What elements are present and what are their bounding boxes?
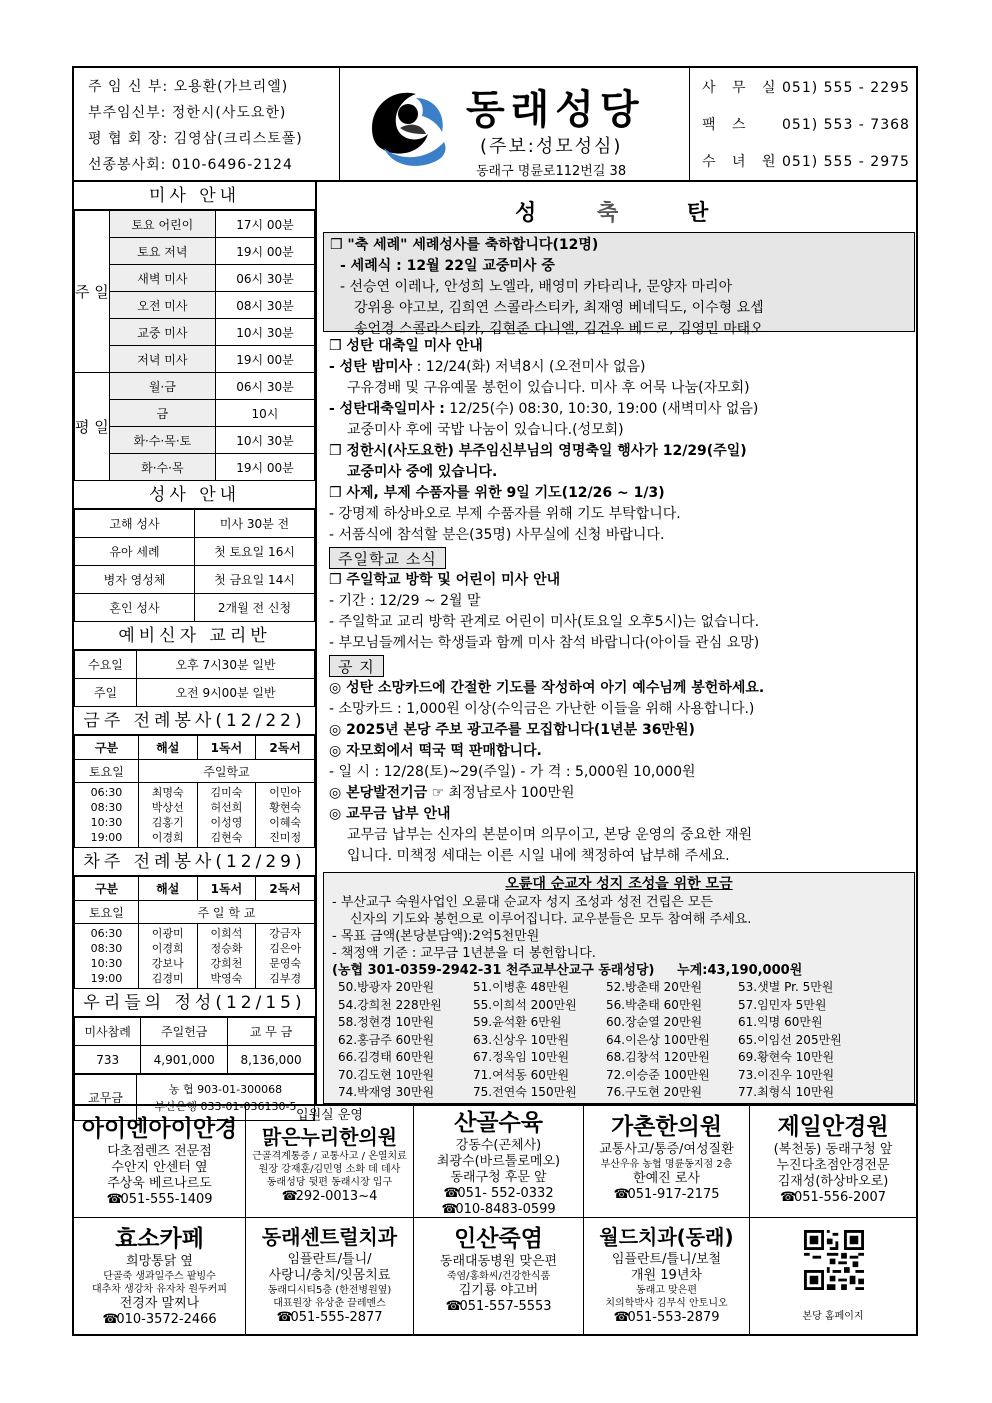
liturgy-this-title: 금주 전례봉사(12/22) bbox=[74, 707, 315, 735]
bulletin-page bbox=[72, 66, 918, 1336]
left-column bbox=[74, 182, 317, 1113]
ad-central-dental: 동래센트럴치과 임플란트/틀니/ 사랑니/충치/잇몸치료 동래디시티5층 (한전병원옆) 대표원장 유상춘 끌레멘스 ☎051-555-2877 bbox=[246, 1218, 414, 1336]
mass-schedule-table: 주 일 토요 어린이 17시 00분 토요 저녁 19시 00분 새벽 미사 06시 30분 오전 미사 08시 30분 교중 미사 10시 30분 저녁 미사 19시 00분 평 일 월·금 06시 30분 금 10시 화·수·목·토 10시 30분 화·수·목 19시 00분 bbox=[74, 210, 315, 481]
liturgy-next-title: 차주 전례봉사(12/29) bbox=[74, 848, 315, 876]
header bbox=[74, 68, 916, 182]
bulletin-name: (주보:성모성심) bbox=[480, 136, 623, 157]
phone-icon: ☎ bbox=[276, 1310, 293, 1325]
qr-code-icon[interactable] bbox=[804, 1230, 864, 1290]
pastor: 주 임 신 부: 오용환(가브리엘) bbox=[88, 79, 289, 95]
catechumen-title: 예비신자 교리반 bbox=[74, 622, 315, 650]
catechumen-table: 수요일 오후 7시30분 일반 주일 오전 9시00분 일반 bbox=[74, 650, 315, 707]
notice-tag: 공 지 bbox=[329, 655, 384, 677]
sacraments-title: 성사 안내 bbox=[74, 481, 315, 509]
ad-world-dental: 월드치과(동래) 임플란트/틀니/보철 개원 19년차 동래고 맞은편 치의학박사 김무식 안토니오 ☎051-553-2879 bbox=[584, 1218, 750, 1336]
contact-office: 사 무 실051) 555 - 2295 bbox=[702, 80, 910, 96]
advertisements bbox=[74, 1104, 916, 1334]
ad-insan-jukyeom: 인산죽염 동래대동병원 맞은편 죽염/홍화씨/건강한식품 김기룡 야고버 ☎051-557-5553 bbox=[414, 1218, 584, 1336]
phone-icon: ☎ bbox=[613, 1310, 630, 1325]
ad-hyoso-cafe: 효소카페 희망통닭 옆 단골죽 생과일주스 팥빙수 대추차 생강차 유자차 원두커피 전경자 말찌나 ☎010-3572-2466 bbox=[74, 1218, 246, 1336]
phone-icon: ☎ bbox=[443, 1186, 460, 1201]
clergy-info bbox=[74, 68, 340, 182]
contact-fax: 팩 스 051) 553 - 7368 bbox=[702, 117, 910, 133]
phone-icon: ☎ bbox=[441, 1202, 458, 1217]
phone-icon: ☎ bbox=[445, 1299, 462, 1314]
weekday-label: 평 일 bbox=[75, 373, 110, 481]
church-title-block bbox=[340, 68, 690, 182]
notices-body: ❒ 성탄 대축일 미사 안내 - 성탄 밤미사 : 12/24(화) 저녁8시 (오전미사 없음) 구유경배 및 구유예물 봉헌이 있습니다. 미사 후 어묵 나눔(자모회) - 성탄대축일미사 : 12/25(수) 08:30, 10:30, 19:00 (새벽미사 없음) 교중미사 후에 국밥 나눔이 있습니다.(성모회) ❒ 정한시(사도요한) 부주임신부님의 영명축일 행사가 12/29(주일) 교중미사 중에 있습니다. ❒ 사제, 부제 수품자를 위한 9일 기도(12/26 ~ 1/3) - 강명제 하상바오로 부제 수품자를 위해 기도 부탁합니다. - 서품식에 참석할 분은(35명) 사무실에 신청 바랍니다. 주일학교 소식 ❒ 주일학교 방학 및 어린이 미사 안내 - 기간 : 12/29 ~ 2월 말 - 주일학교 교리 방학 관계로 어린이 미사(토요일 오후5시)는 없습니다. - 부모님들께서는 학생들과 함께 미사 참석 바랍니다(아이들 관심 요망) 공 지 ◎ 성탄 소망카드에 간절한 기도를 작성하여 아기 예수님께 봉헌하세요. - 소망카드 : 1,000원 이상(수익금은 가난한 이들을 위해 사용합니다.) ◎ 2025년 본당 주보 광고주를 모집합니다(1년분 36만원) ◎ 자모회에서 떡국 떡 판매합니다. - 일 시 : 12/28(토)~29(주일) - 가 격 : 5,000원 10,000원 ◎ 본당발전기금 ☞ 최정남로사 100만원 ◎ 교무금 납부 안내 교무금 납부는 신자의 본분이며 의무이고, 본당 운영의 중요한 재원 입니다. 미책정 세대는 이른 시일 내에 책정하여 납부해 주세요. bbox=[329, 338, 765, 864]
christmas-title: 성 축 탄 bbox=[515, 201, 709, 226]
phone-icon: ☎ bbox=[613, 1187, 630, 1202]
church-name: 동래성당 bbox=[466, 87, 645, 133]
mass-schedule-title: 미사 안내 bbox=[74, 182, 315, 210]
phone-icon: ☎ bbox=[281, 1189, 298, 1204]
contact-info bbox=[690, 68, 916, 182]
donor-list: 50.방광자 20만원 51.이병훈 48만원 52.방춘태 20만원 53.샛별 Pr. 5만원 54.강희천 228만원 55.이희석 200만원 56.박춘태 60만원 57.임민자 5만원 58.정현경 10만원 59.윤석환 6만원 60.장순열 20만원 61.익명 60만원 62.홍금주 60만원 63.신상우 10만원 64.이은상 100만원 65.이임선 205만원 66.김경태 60만원 67.정옥임 10만원 68.김창석 120만원 69.황현숙 10만원 70.김도현 10만원 71.여석동 60만원 72.이승준 100만원 73.이진우 10만원 74.박재영 30만원 75.전연숙 150만원 76.구도현 20만원 77.최형식 10만원 bbox=[338, 980, 842, 1099]
ad-optician-ini: 아이엔아이안경 다초점렌즈 전문점 수안지 안센터 옆 주상욱 베르나르도 ☎051-555-1409 bbox=[74, 1106, 246, 1218]
fundraising-box: 오륜대 순교자 성지 조성을 위한 모금 - 부산교구 숙원사업인 오륜대 순교자 성지 조성과 성전 건립은 모든 신자의 기도와 봉헌으로 이루어집니다. 교우분들은 모두 참여해 주세요. - 목표 금액(본당분담액):2억5천만원 - 책정액 기준 : 교무금 1년분을 더 봉헌합니다. (농협 301-0359-2942-31 천주교부산교구 동래성당) 누계:43,190,000원 50.방광자 20만원 51.이병훈 48만원 52.방춘태 20만원 53.샛별 Pr. 5만원 54.강희천 228만원 55.이희석 200만원 56.박춘태 60만원 57.임민자 5만원 58.정현경 10만원 59.윤석환 6만원 60.장순열 20만원 61.익명 60만원 62.홍금주 60만원 63.신상우 10만원 64.이은상 100만원 65.이임선 205만원 66.김경태 60만원 67.정옥임 10만원 68.김창석 120만원 69.황현숙 10만원 70.김도현 10만원 71.여석동 60만원 72.이승준 100만원 73.이진우 10만원 74.박재영 30만원 75.전연숙 150만원 76.구도현 20만원 77.최형식 10만원 bbox=[323, 872, 915, 1104]
church-address: 동래구 명륜로112번길 38 bbox=[476, 164, 627, 179]
offering-table: 미사참례 주일헌금 교 무 금 733 4,901,000 8,136,000 bbox=[74, 1017, 315, 1074]
liturgy-this-table: 구분 해설 1독서 2독서 토요일 주일학교 06:30 08:30 10:30 19:00 최명숙 박상선 김홍기 이경희 김미숙 허선희 이성영 김현숙 이민아 황현숙 이혜숙 진미정 bbox=[74, 735, 315, 848]
funeral-service: 선종봉사회: 010-6496-2124 bbox=[88, 157, 293, 173]
tithe-account-table: 교무금 농 협 903-01-300068 부산은행 033-01-036130-5 bbox=[74, 1074, 315, 1121]
liturgy-next-table: 구분 해설 1독서 2독서 토요일 주 일 학 교 06:30 08:30 10:30 19:00 이광미 이경희 강보나 김경미 이희석 정승화 강희천 박영숙 강금자 김은아 문영숙 김부경 bbox=[74, 876, 315, 989]
council-president: 평 협 회 장: 김영삼(크리스토폴) bbox=[88, 131, 303, 147]
church-logo-icon bbox=[364, 84, 452, 168]
contact-convent: 수 녀 원051) 555 - 2975 bbox=[702, 154, 910, 170]
ad-gachon-clinic: 가촌한의원 교통사고/통증/여성질환 부산우유 농협 명륜동지점 2층 한예진 로사 ☎051-917-2175 bbox=[584, 1106, 750, 1218]
ad-qr-homepage: 본당 홈페이지 bbox=[750, 1218, 916, 1336]
assistant-pastor: 부주임신부: 정한시(사도요한) bbox=[88, 105, 287, 121]
offering-title: 우리들의 정성(12/15) bbox=[74, 989, 315, 1017]
sacraments-table: 고해 성사 미사 30분 전 유아 세례 첫 토요일 16시 병자 영성체 첫 금요일 14시 혼인 성사 2개월 전 신청 bbox=[74, 509, 315, 622]
ad-sangol-suyuk: 산골수육 강동수(곤체사) 최광수(바르톨로메오) 동래구청 후문 앞 ☎051- 552-0332 ☎010-8483-0599 bbox=[414, 1106, 584, 1218]
sunday-label: 주 일 bbox=[75, 211, 110, 373]
ad-jeil-optician: 제일안경원 (복천동) 동래구청 앞 누진다초점안경전문 김재성(하상바오로) ☎051-556-2007 bbox=[750, 1106, 916, 1218]
phone-icon: ☎ bbox=[779, 1190, 797, 1205]
phone-icon: ☎ bbox=[102, 1312, 119, 1327]
right-column bbox=[317, 182, 916, 1104]
phone-icon: ☎ bbox=[106, 1192, 123, 1207]
sunday-school-tag: 주일학교 소식 bbox=[329, 547, 446, 569]
ad-clinic-malgeun: 입원실 운영 맑은누리한의원 근골격계통증 / 교통사고 / 온열치료 원장 강재훈/김민영 소화 데 데사 동래성당 뒷편 동래시장 입구 ☎292-0013~4 bbox=[246, 1106, 414, 1218]
baptism-box: ❒ "축 세례" 세례성사를 축하합니다(12명) - 세례식 : 12월 22일 교중미사 중 - 선승연 이레나, 안성희 노엘라, 배영미 카타리나, 문양자 마리아 강위용 야고보, 김희연 스콜라스티카, 최재영 베네딕도, 이수형 요셉 송언경 스콜라스티카, 김현준 다니엘, 김건우 베드로, 김영민 마태오 bbox=[323, 232, 915, 332]
